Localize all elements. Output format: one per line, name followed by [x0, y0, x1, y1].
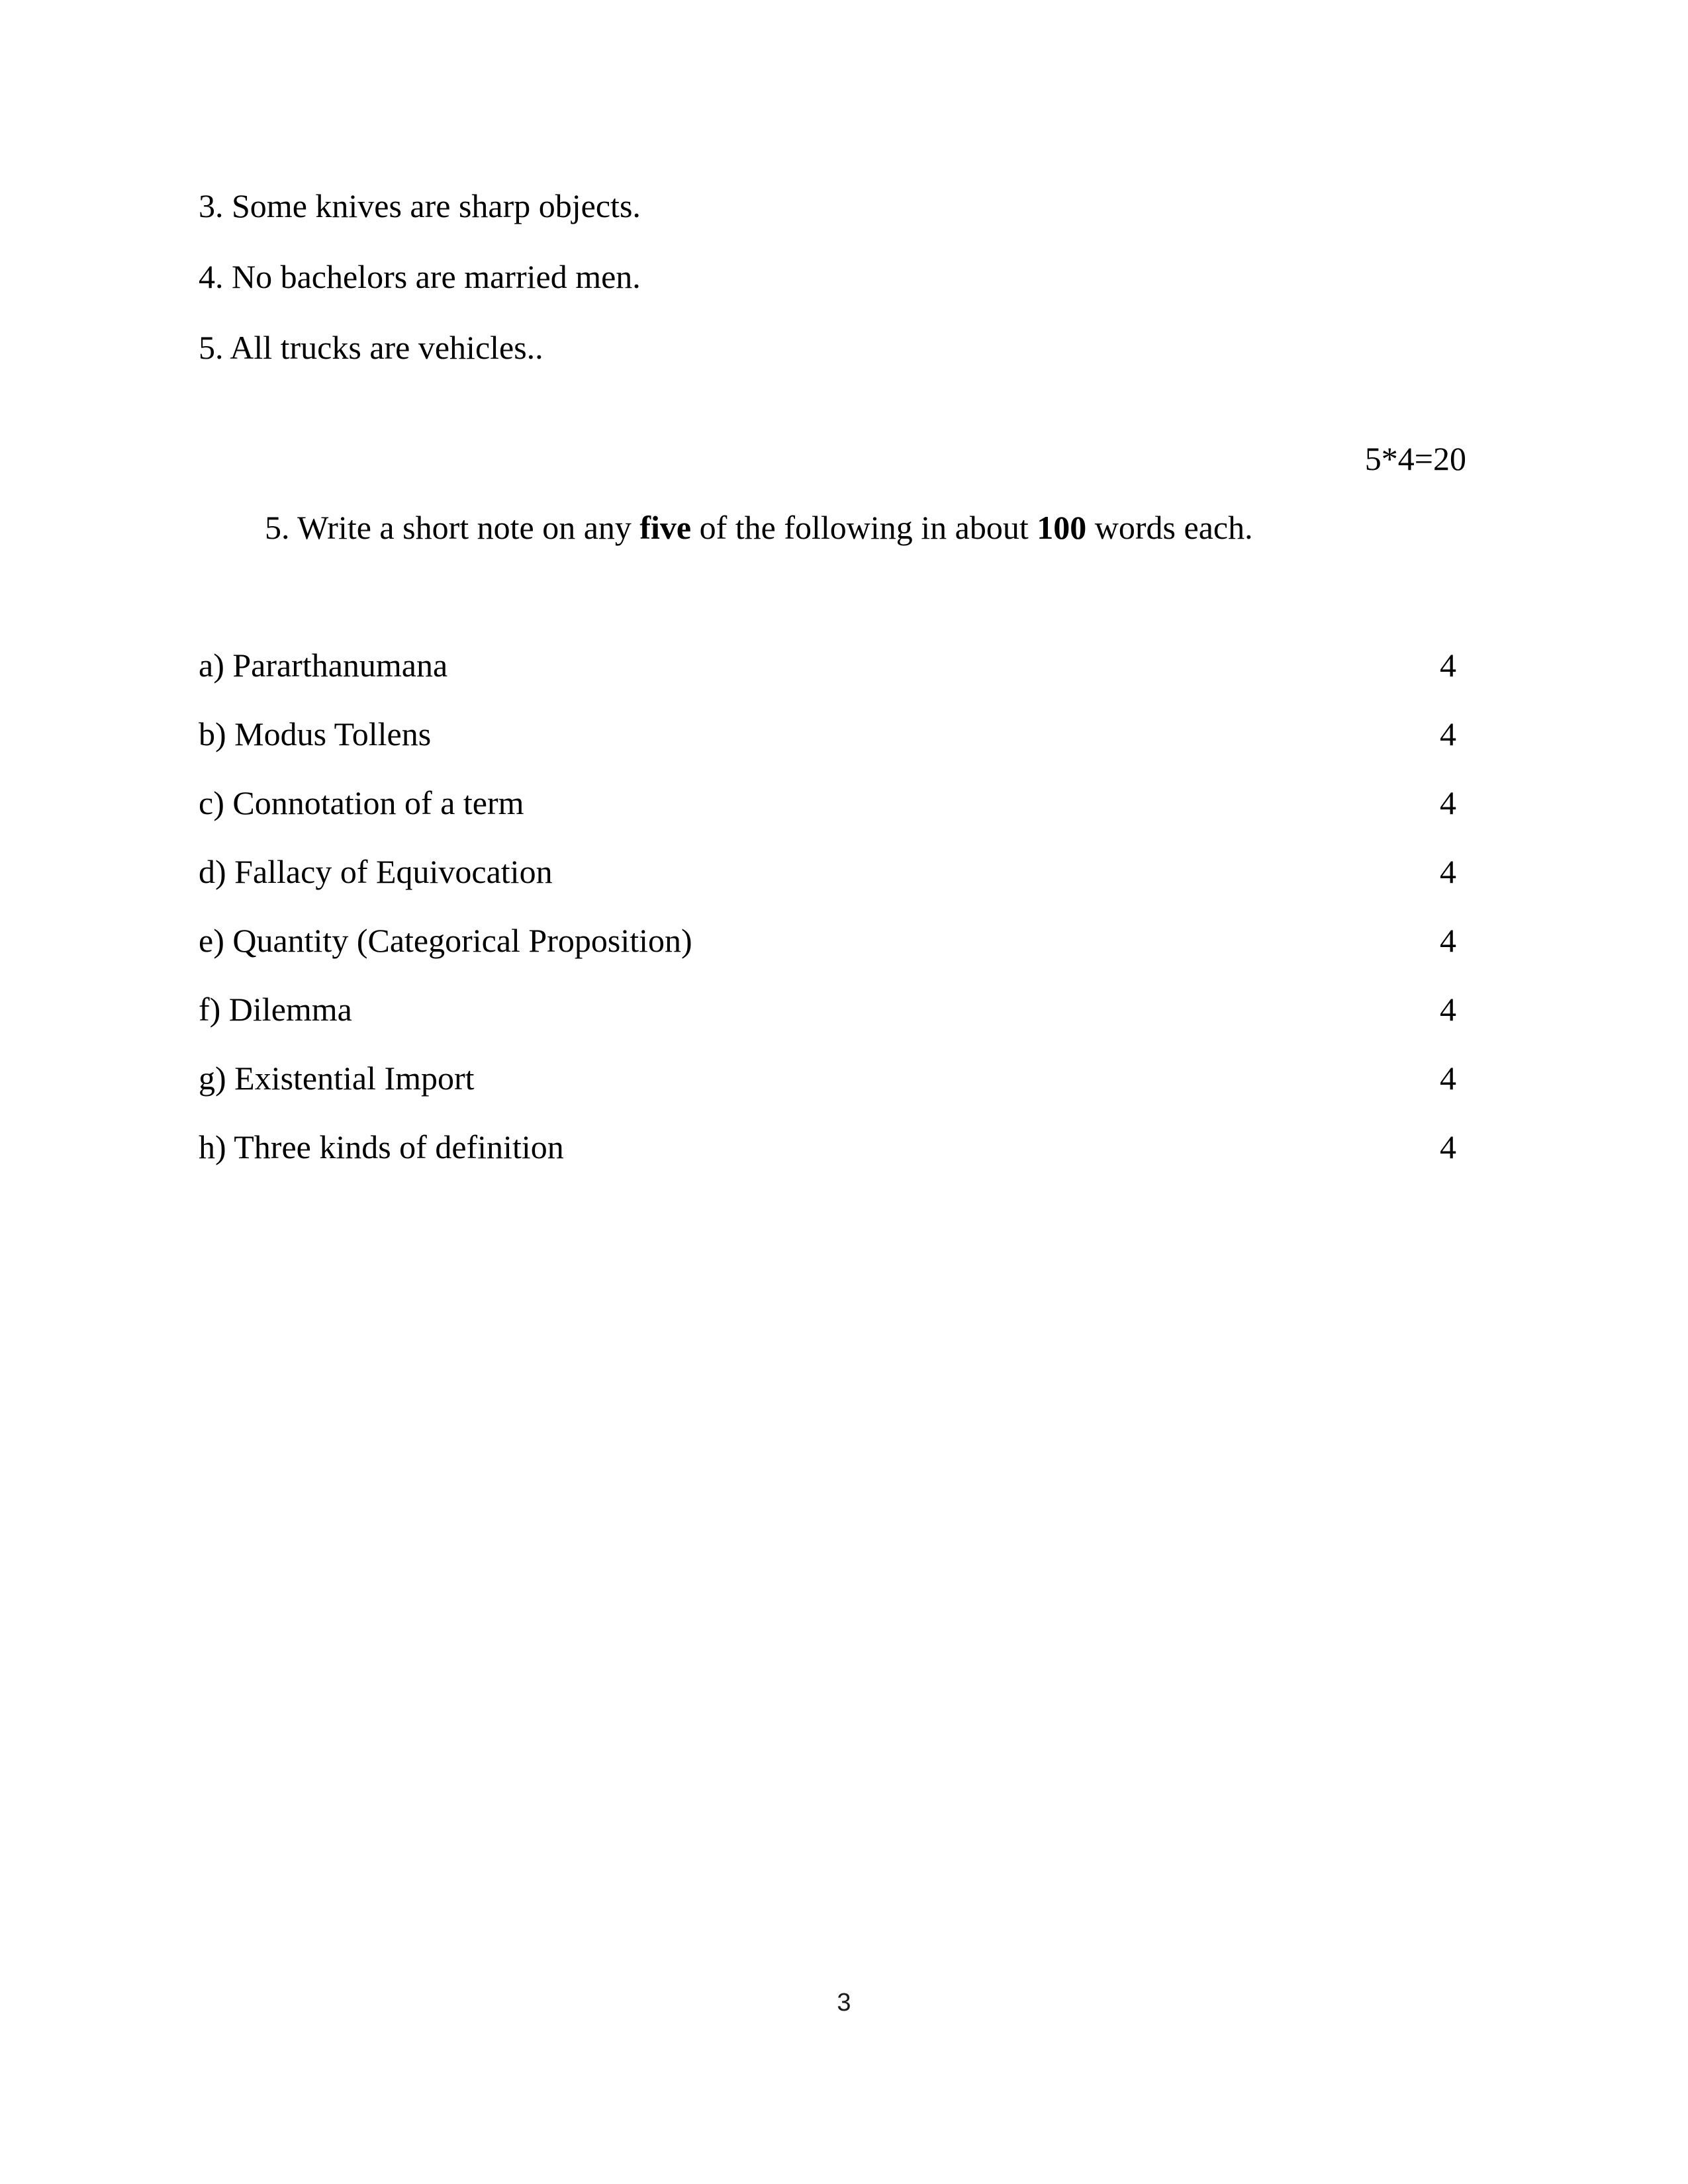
- statement-line: 3. Some knives are sharp objects.: [199, 187, 641, 224]
- item-marks: 4: [1440, 784, 1456, 821]
- item-marks: 4: [1440, 1060, 1456, 1097]
- question-total-marks: 5*4=20: [1364, 440, 1466, 477]
- short-note-item: [199, 1044, 1489, 1113]
- page-number: 3: [837, 1989, 851, 2017]
- item-marks: 4: [1440, 715, 1456, 752]
- question-heading: [199, 424, 1253, 631]
- item-marks: 4: [1440, 647, 1456, 684]
- item-marks: 4: [1440, 922, 1456, 959]
- item-label: d) Fallacy of Equivocation: [199, 853, 553, 890]
- short-note-item: [199, 700, 1489, 768]
- item-label: c) Connotation of a term: [199, 784, 524, 821]
- short-note-item: [199, 906, 1489, 975]
- question-text-segment: words each.: [1086, 509, 1253, 546]
- item-marks: 4: [1440, 991, 1456, 1028]
- short-note-list: [199, 631, 1489, 1181]
- item-label: f) Dilemma: [199, 991, 352, 1028]
- question-text-segment: of the following in about: [691, 509, 1037, 546]
- item-marks: 4: [1440, 853, 1456, 890]
- short-note-item: [199, 768, 1489, 837]
- item-marks: 4: [1440, 1128, 1456, 1165]
- short-note-item: [199, 631, 1489, 700]
- item-label: b) Modus Tollens: [199, 715, 432, 752]
- question-text-segment-bold: 100: [1037, 509, 1087, 546]
- question-text-segment-bold: five: [639, 509, 692, 546]
- short-note-item: [199, 1113, 1489, 1181]
- short-note-item: [199, 975, 1489, 1044]
- statement-list: [199, 171, 1489, 383]
- short-note-item: [199, 837, 1489, 906]
- item-label: g) Existential Import: [199, 1060, 475, 1097]
- item-label: h) Three kinds of definition: [199, 1128, 564, 1165]
- item-label: a) Pararthanumana: [199, 647, 448, 684]
- statement-line: 5. All trucks are vehicles..: [199, 329, 543, 366]
- question-text-segment: 5. Write a short note on any: [265, 509, 640, 546]
- statement-line: 4. No bachelors are married men.: [199, 258, 641, 295]
- question-heading-row: [199, 424, 1489, 631]
- item-label: e) Quantity (Categorical Proposition): [199, 922, 692, 959]
